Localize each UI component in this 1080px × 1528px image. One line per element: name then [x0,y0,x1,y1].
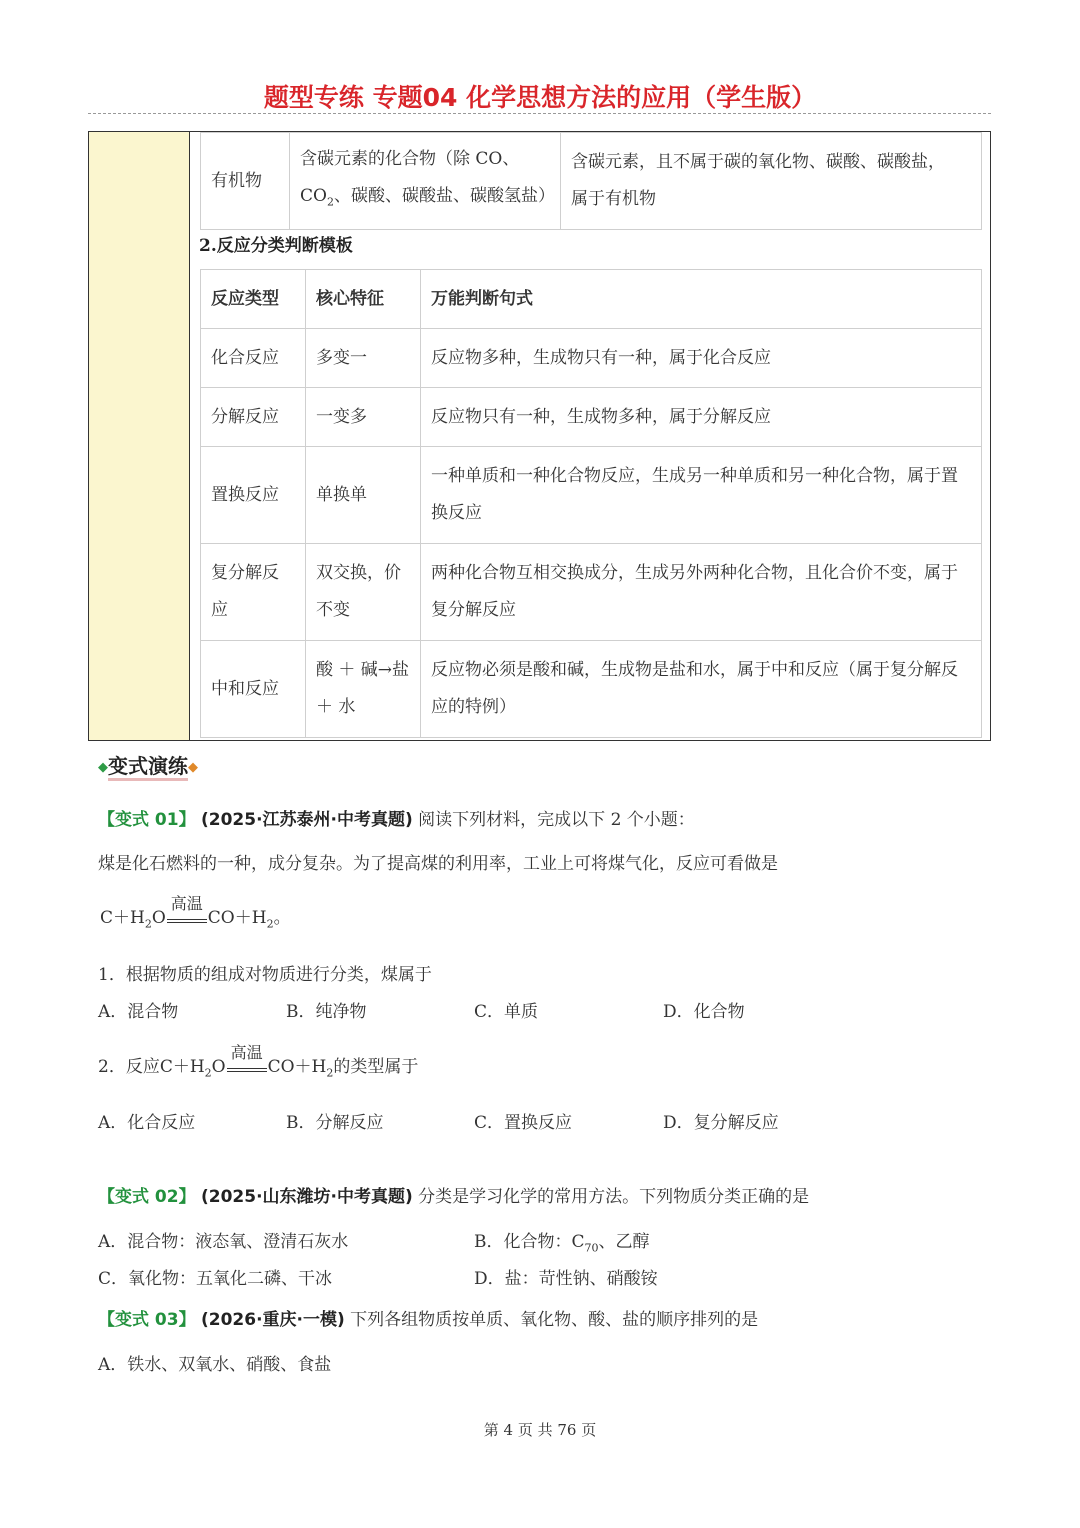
q2-option-b[interactable]: B．化合物：$C_{70}$、乙醇 [474,1232,650,1255]
reaction-type: 化合反应 [201,329,306,388]
classification-table [200,132,982,230]
header-feature: 核心特征 [306,270,421,329]
q1-sub2-option-a[interactable]: A．化合反应 [98,1113,196,1133]
reaction-sentence: 两种化合物互相交换成分，生成另外两种化合物，且化合价不变，属于复分解反应 [421,544,982,641]
q1-source: (2025·江苏泰州·中考真题) [200,810,413,830]
header-sentence: 万能判断句式 [421,270,982,329]
reaction-sentence: 反应物只有一种，生成物多种，属于分解反应 [421,388,982,447]
definition-line1: 含碳元素的化合物（除 CO、 [300,149,520,170]
reaction-feature: 一变多 [306,388,421,447]
q1-tag: 【变式 01】 [98,810,196,830]
row-definition [290,133,561,230]
section-title: ◆变式演练◆ [98,750,198,779]
reaction-type: 置换反应 [201,447,306,544]
reaction-condition: 高温 [227,1060,267,1072]
table-row [201,447,982,544]
row-name: 有机物 [201,133,290,230]
reaction-table [200,269,982,738]
table-row [201,329,982,388]
subheading: 2.反应分类判断模板 [199,236,353,256]
q3-option-a[interactable]: A．铁水、双氧水、硝酸、食盐 [98,1355,332,1375]
q1-sub2: 2．反应$C+H_2O$ 高温 $CO+H_2$的类型属于 [98,1043,419,1080]
q2-stem [98,1182,809,1207]
header-type: 反应类型 [201,270,306,329]
table-header-row [201,270,982,329]
q3-text: 下列各组物质按单质、氧化物、酸、盐的顺序排列的是 [350,1310,759,1330]
q1-sub2-option-b[interactable]: B．分解反应 [286,1113,384,1133]
reaction-type: 复分解反应 [201,544,306,641]
title-divider [88,113,991,114]
q2-text: 分类是学习化学的常用方法。下列物质分类正确的是 [418,1187,810,1207]
q1-sub2-option-c[interactable]: C．置换反应 [474,1113,573,1133]
side-column [89,132,190,740]
reaction-feature: 多变一 [306,329,421,388]
reaction-type: 分解反应 [201,388,306,447]
reaction-condition: 高温 [167,911,207,923]
reaction-sentence: 反应物必须是酸和碱，生成物是盐和水，属于中和反应（属于复分解反应的特例） [421,641,982,738]
q3-source: (2026·重庆·一模) [200,1310,345,1330]
row-rule [561,133,982,230]
q3-stem [98,1305,758,1330]
reaction-feature: 双交换，价不变 [306,544,421,641]
q1-sub1-option-b[interactable]: B．纯净物 [286,1002,367,1022]
reaction-type: 中和反应 [201,641,306,738]
q2-option-d[interactable]: D．盐：苛性钠、硝酸铵 [474,1269,658,1289]
rule-line1: 含碳元素，且不属于碳的氧化物、碳酸、碳酸盐， [571,152,945,172]
q2-option-a[interactable]: A．混合物：液态氧、澄清石灰水 [98,1232,349,1252]
table-row [201,133,982,230]
q3-tag: 【变式 03】 [98,1310,196,1330]
definition-line2: $CO_2$、碳酸、碳酸盐、碳酸氢盐） [300,186,555,209]
q1-equation: $C+H_2O$ 高温 $CO+H_2$。 [100,894,291,931]
reaction-feature: 单换单 [306,447,421,544]
diamond-icon: ◆ [98,760,108,775]
q1-intro: 阅读下列材料，完成以下 2 个小题： [418,810,695,830]
q1-sub1-option-c[interactable]: C．单质 [474,1002,539,1022]
rule-line2: 属于有机物 [571,189,656,209]
q1-sub2-option-d[interactable]: D．复分解反应 [663,1113,779,1133]
reaction-sentence: 反应物多种，生成物只有一种，属于化合反应 [421,329,982,388]
reaction-sentence: 一种单质和一种化合物反应，生成另一种单质和另一种化合物，属于置换反应 [421,447,982,544]
q1-stem [98,805,695,830]
diamond-icon: ◆ [188,760,198,775]
table-row [201,641,982,738]
q2-tag: 【变式 02】 [98,1187,196,1207]
q1-sub1-option-a[interactable]: A．混合物 [98,1002,179,1022]
reaction-feature: 酸 ＋ 碱→盐 ＋ 水 [306,641,421,738]
q1-sub1-option-d[interactable]: D．化合物 [663,1002,745,1022]
q2-option-c[interactable]: C．氧化物：五氧化二磷、干冰 [98,1269,333,1289]
knowledge-box [88,131,991,741]
table-row [201,388,982,447]
page-title: 题型专练 专题04 化学思想方法的应用（学生版） [263,83,817,112]
q1-material: 煤是化石燃料的一种，成分复杂。为了提高煤的利用率，工业上可将煤气化，反应可看做是 [98,854,778,874]
table-row [201,544,982,641]
page-footer: 第 4 页 共 76 页 [483,1421,597,1439]
q2-source: (2025·山东潍坊·中考真题) [200,1187,413,1207]
q1-sub1: 1．根据物质的组成对物质进行分类，煤属于 [98,965,432,985]
